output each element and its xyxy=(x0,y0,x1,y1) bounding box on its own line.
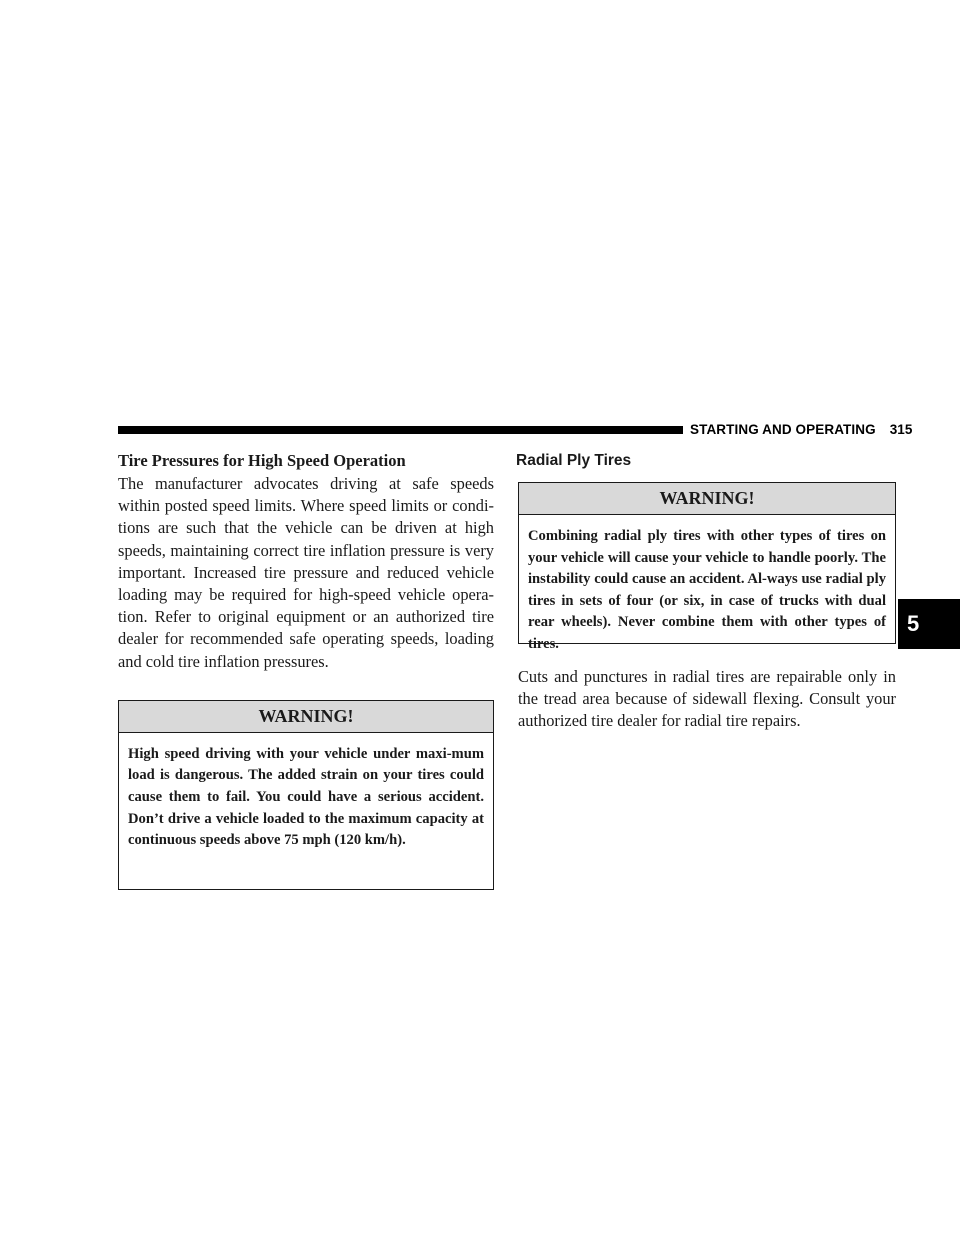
chapter-tab: 5 xyxy=(898,599,960,649)
section-heading-high-speed: Tire Pressures for High Speed Operation xyxy=(118,451,406,470)
header-section-title: STARTING AND OPERATING xyxy=(690,422,876,437)
warning-text: High speed driving with your vehicle under maxi-mum load is dangerous. The added strain on your tires could cause them to fail. You could have a serious accident. Don’t drive a vehicle loaded to the maximum capacity at continuous speeds above 75 mph (120 km/h). xyxy=(128,745,484,849)
page-number: 315 xyxy=(889,422,913,437)
running-header xyxy=(690,420,913,440)
warning-title: WARNING! xyxy=(519,483,895,515)
right-column xyxy=(518,450,896,733)
warning-box-high-speed xyxy=(118,700,494,890)
radial-repair-paragraph: Cuts and punctures in radial tires are repairable only in the tread area because of sidewall flexing. Consult your authorized tire dealer for radial tire repairs. xyxy=(518,667,896,731)
header-rule xyxy=(118,426,683,434)
high-speed-paragraph: The manufacturer advocates driving at safe speeds within posted speed limits. Where speed limits or condi-tions are such that the vehicle can be driven at high speeds, maintaining correct tire inflation pressure is very important. Increased tire pressure and reduced vehicle loading may be required for high-speed vehicle opera-tion. Refer to original equipment or an authorized tire dealer for recommended safe operating speeds, loading and cold tire inflation pressures. xyxy=(118,474,494,671)
warning-box-radial-ply xyxy=(518,482,896,652)
left-column xyxy=(118,450,494,890)
warning-title: WARNING! xyxy=(119,701,493,733)
warning-text: Combining radial ply tires with other types of tires on your vehicle will cause your vehicle to handle poorly. The instability could cause an accident. Al-ways use radial ply tires in sets of four (or six, in case of trucks with dual rear wheels). Never combine them with other types of tires. xyxy=(528,528,886,652)
section-heading-radial-ply: Radial Ply Tires xyxy=(516,452,632,469)
